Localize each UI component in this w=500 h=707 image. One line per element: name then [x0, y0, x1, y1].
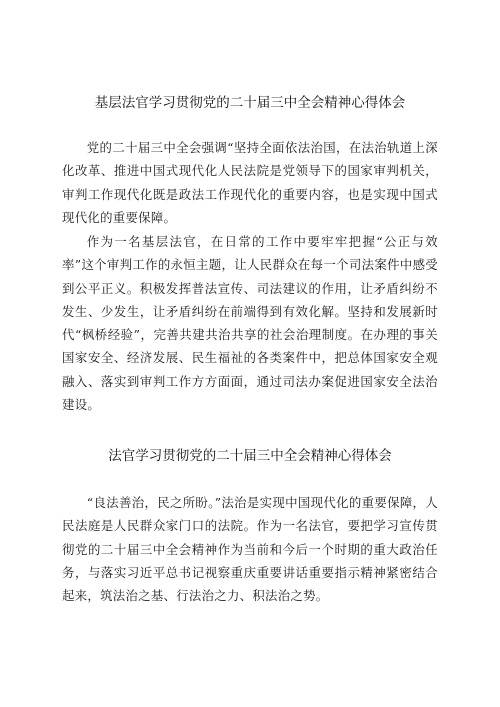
- body-paragraph: “良法善治，民之所盼。”法治是实现中国现代化的重要保障，人民法庭是人民群众家门口的法院。作为一名法官，要把学习宣传贯彻党的二十届三中全会精神作为当前和今后一个时期的重大政治任务，与落实习近平总书记视察重庆重要讲话重要指示精神紧密结合起来，筑法治之基、行法治之力、积法治之势。: [62, 495, 438, 604]
- body-paragraph: 作为一名基层法官，在日常的工作中要牢牢把握“公正与效率”这个审判工作的永恒主题，让人民群众在每一个司法案件中感受到公平正义。积极发挥普法宣传、司法建议的作用，让矛盾纠纷不发生、少发生，让矛盾纠纷在前端得到有效化解。坚持和发展新时代“枫桥经验”，完善共建共治共享的社会治理制度。在办理的事关国家安全、经济发展、民生福祉的各类案件中，把总体国家安全观融入、落实到审判工作方方面面，通过司法办案促进国家安全法治建设。: [62, 234, 438, 413]
- section-title: 基层法官学习贯彻党的二十届三中全会精神心得体会: [94, 95, 406, 111]
- body-paragraph: 党的二十届三中全会强调“坚持全面依法治国，在法治轨道上深化改革、推进中国式现代化人民法院是党领导下的国家审判机关，审判工作现代化既是政法工作现代化的重要内容，也是实现中国式现代化的重要保障。: [62, 140, 438, 225]
- section-title: 法官学习贯彻党的二十届三中全会精神心得体会: [108, 448, 392, 464]
